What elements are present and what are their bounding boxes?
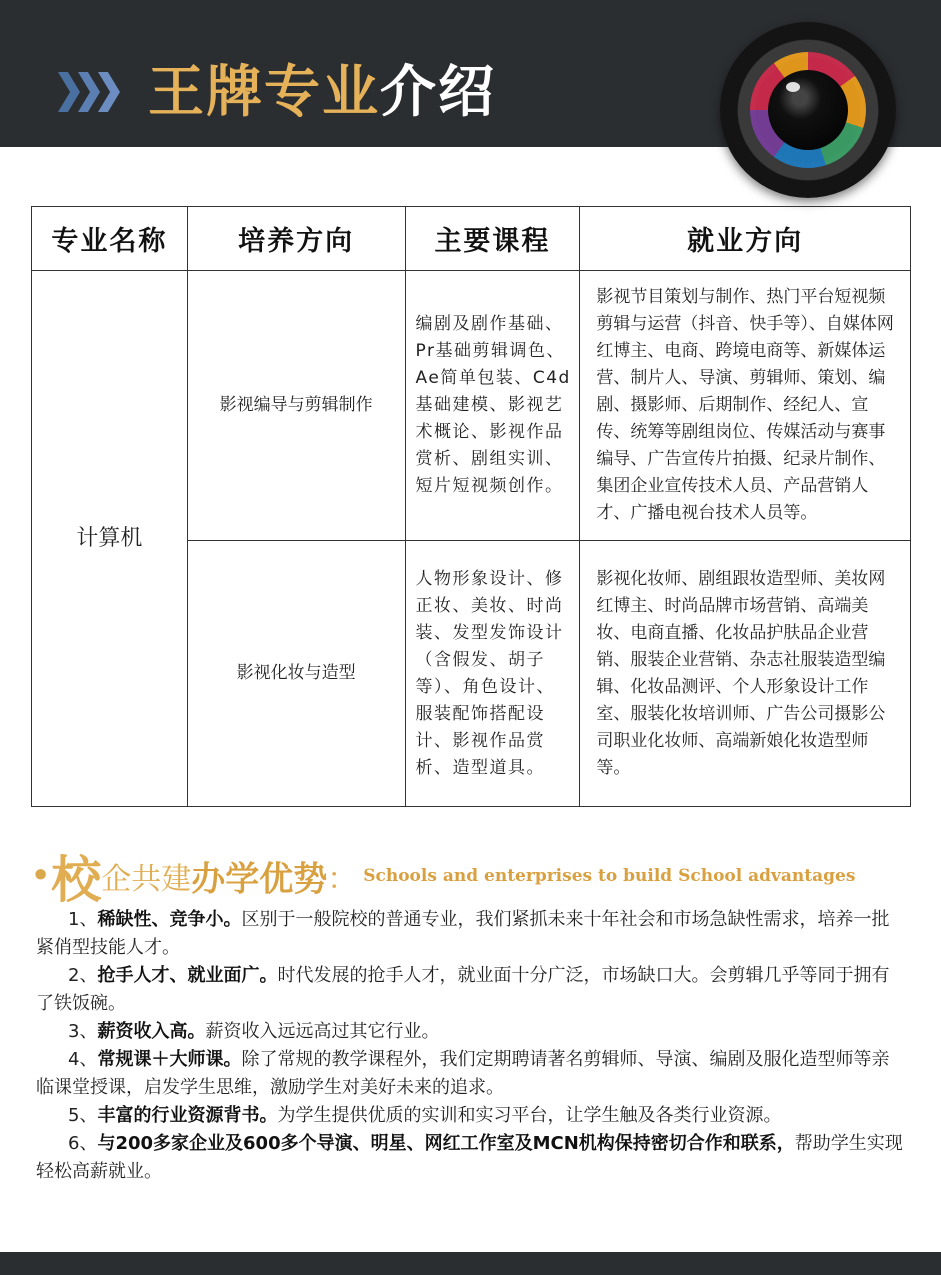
direction-cell: 影视编导与剪辑制作	[187, 271, 405, 541]
heading-bold: 办学优势	[191, 859, 328, 900]
item-number: 3、	[68, 1021, 98, 1042]
list-item	[36, 1102, 906, 1130]
item-bold: 常规课＋大师课。	[97, 1049, 242, 1070]
item-number: 2、	[68, 965, 98, 986]
column-header-direction: 培养方向	[187, 207, 405, 271]
direction-cell: 影视化妆与造型	[187, 541, 405, 807]
page-title-white: 介绍	[380, 60, 496, 125]
advantages-list	[36, 906, 906, 1186]
camera-lens-icon	[720, 22, 896, 198]
courses-cell: 人物形象设计、修正妆、美妆、时尚装、发型发饰设计（含假发、胡子等）、角色设计、服装配饰搭配设计、影视作品赏析、造型道具。	[405, 541, 580, 807]
heading-mid: 企共建	[101, 862, 192, 897]
major-name: 计算机	[32, 271, 188, 807]
item-bold: 抢手人才、就业面广。	[97, 965, 278, 986]
item-bold: 与200多家企业及600多个导演、明星、网红工作室及MCN机构保持密切合作和联系，	[97, 1133, 795, 1154]
bullet-dot: •	[30, 855, 52, 897]
heading-colon: ：	[327, 862, 358, 897]
item-bold: 丰富的行业资源背书。	[97, 1105, 278, 1126]
major-table	[31, 206, 911, 807]
item-text: 时代发展的抢手人才，就业面十分广泛，市场缺口大。会剪辑几乎等同于拥有了铁饭碗。	[36, 965, 890, 1014]
item-number: 6、	[68, 1133, 98, 1154]
jobs-cell: 影视节目策划与制作、热门平台短视频剪辑与运营（抖音、快手等）、自媒体网红博主、电商、跨境电商等、新媒体运营、制片人、导演、剪辑师、策划、编剧、摄影师、后期制作、经纪人、宣传、统筹等剧组岗位、传媒活动与赛事编导、广告宣传片拍摄、纪录片制作、集团企业宣传技术人员、产品营销人才、广播电视台技术人员等。	[580, 271, 911, 541]
column-header-jobs: 就业方向	[580, 207, 911, 271]
list-item	[36, 1018, 906, 1046]
item-bold: 薪资收入高。	[97, 1021, 206, 1042]
item-number: 4、	[68, 1049, 98, 1070]
table-header-row	[32, 207, 911, 271]
chevron-right-icon	[58, 72, 118, 112]
page-title-gold: 王牌专业	[148, 60, 380, 125]
item-text: 薪资收入远远高过其它行业。	[205, 1021, 440, 1042]
item-text: 帮助学生实现轻松高薪就业。	[36, 1133, 903, 1182]
item-number: 1、	[68, 909, 98, 930]
heading-big-char: 校	[51, 851, 102, 909]
item-bold: 稀缺性、竞争小。	[97, 909, 242, 930]
column-header-major: 专业名称	[32, 207, 188, 271]
list-item	[36, 962, 906, 1018]
list-item	[36, 1046, 906, 1102]
page-title	[148, 58, 496, 128]
heading-english: Schools and enterprises to build School advantages	[363, 866, 856, 886]
item-text: 除了常规的教学课程外，我们定期聘请著名剪辑师、导演、编剧及服化造型师等亲临课堂授课，启发学生思维，激励学生对美好未来的追求。	[36, 1049, 890, 1098]
item-text: 区别于一般院校的普通专业，我们紧抓未来十年社会和市场急缺性需求，培养一批紧俏型技能人才。	[36, 909, 890, 958]
advantages-heading	[30, 840, 856, 909]
item-number: 5、	[68, 1105, 98, 1126]
jobs-cell: 影视化妆师、剧组跟妆造型师、美妆网红博主、时尚品牌市场营销、高端美妆、电商直播、化妆品护肤品企业营销、服装企业营销、杂志社服装造型编辑、化妆品测评、个人形象设计工作室、服装化妆培训师、广告公司摄影公司职业化妆师、高端新娘化妆造型师等。	[580, 541, 911, 807]
column-header-courses: 主要课程	[405, 207, 580, 271]
list-item	[36, 906, 906, 962]
list-item	[36, 1130, 906, 1186]
footer-band	[0, 1252, 941, 1275]
item-text: 为学生提供优质的实训和实习平台，让学生触及各类行业资源。	[277, 1105, 782, 1126]
courses-cell: 编剧及剧作基础、Pr基础剪辑调色、Ae简单包装、C4d基础建模、影视艺术概论、影视作品赏析、剧组实训、短片短视频创作。	[405, 271, 580, 541]
table-row	[32, 271, 911, 541]
